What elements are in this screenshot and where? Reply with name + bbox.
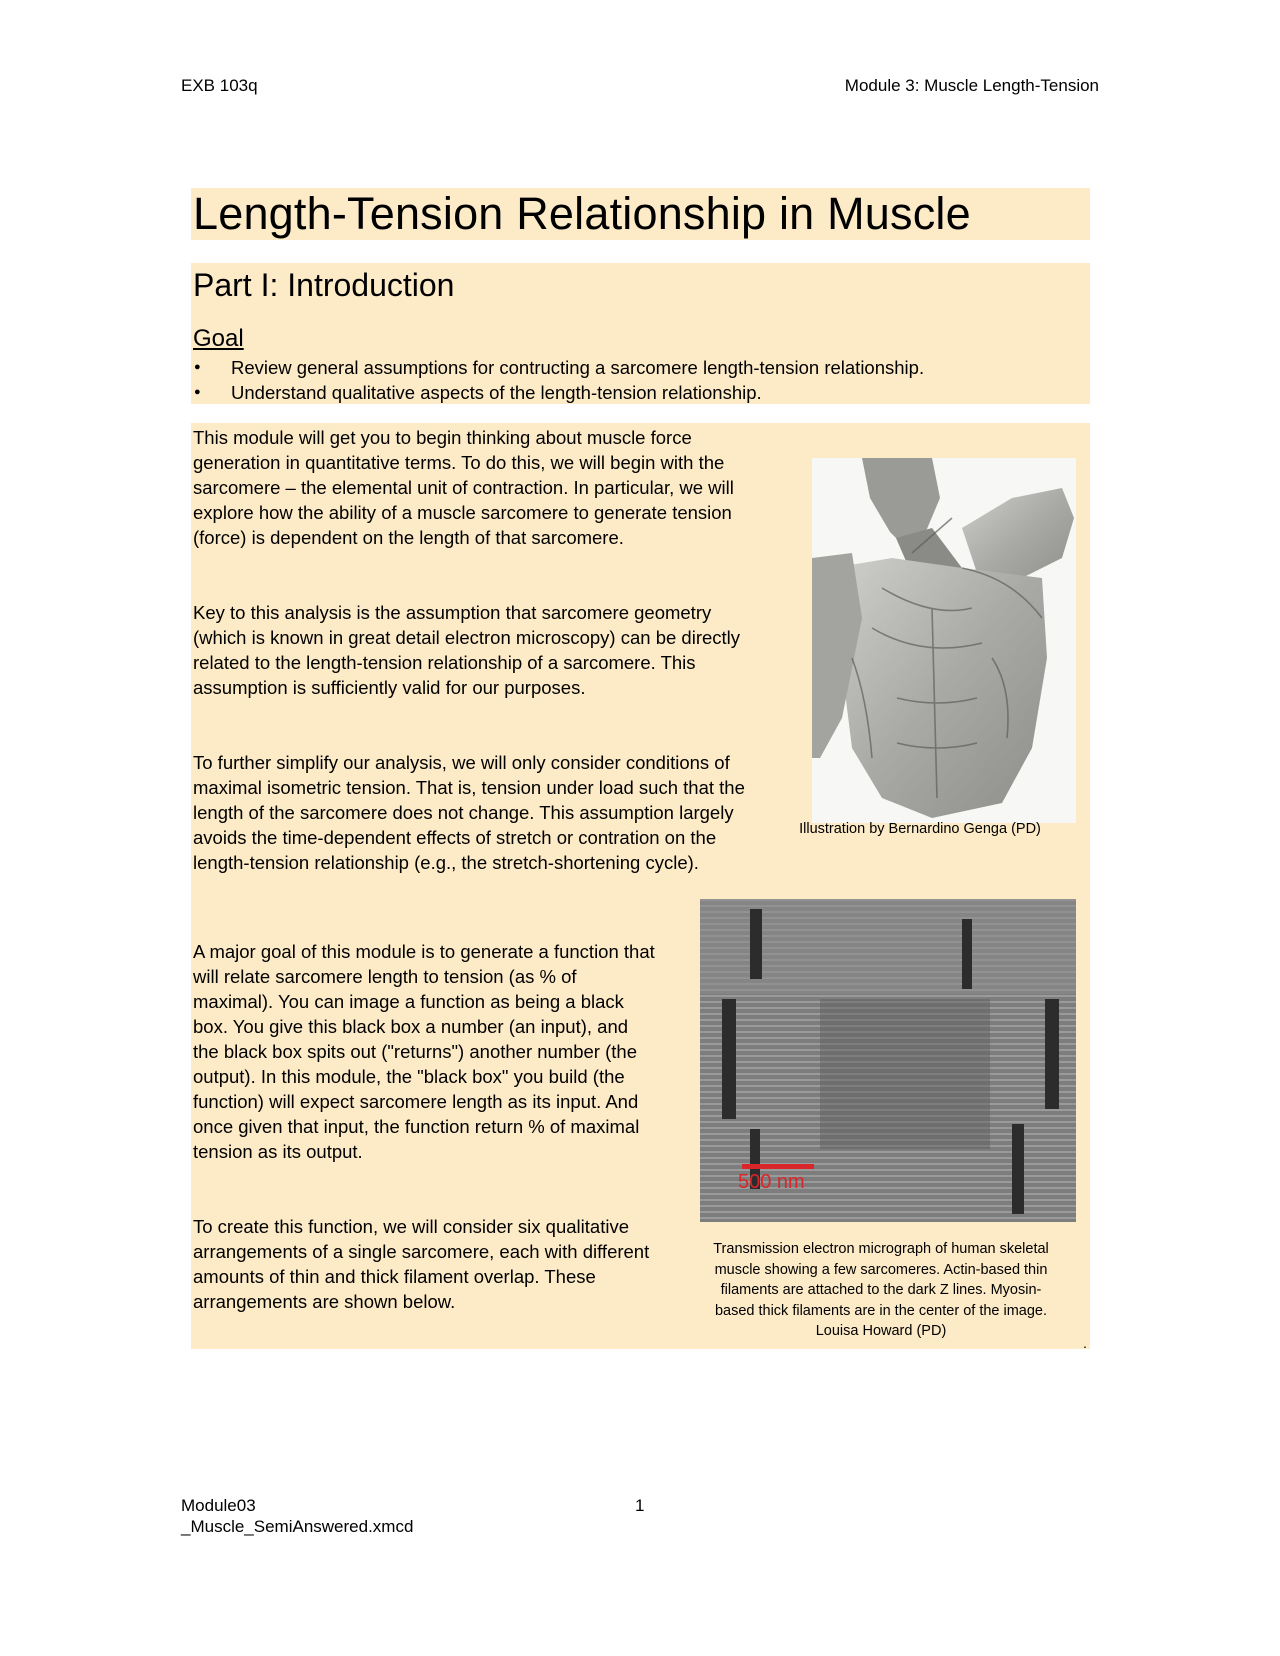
paragraph-2: Key to this analysis is the assumption that sarcomere geometry (which is known in great detail electron microscopy) can be directly related to the length-tension relationship of a sarcomere. This assumption is sufficiently valid for our purposes. (193, 602, 741, 698)
anatomy-illustration-icon (812, 458, 1076, 823)
page-title: Length-Tension Relationship in Muscle (193, 188, 971, 239)
anatomy-illustration (812, 458, 1076, 823)
trailing-mark: . (1083, 1335, 1087, 1351)
goal-list (193, 355, 924, 405)
anatomy-caption: Illustration by Bernardino Genga (PD) (799, 821, 1041, 837)
micrograph-caption: Transmission electron micrograph of human skeletal muscle showing a few sarcomeres. Actin-based thin filaments are attached to the dark Z lines. Myosin-based thick filaments are in the center of the image. Louisa Howard (PD) (713, 1241, 1049, 1339)
page-number: 1 (635, 1496, 645, 1515)
footer-filename: Module03 _Muscle_SemiAnswered.xmcd (181, 1496, 414, 1536)
paragraph-1: This module will get you to begin thinking about muscle force generation in quantitative terms. To do this, we will begin with the sarcomere – the elemental unit of contraction. In particular, we will explore how the ability of a muscle sarcomere to generate tension (force) is dependent on the length of that sarcomere. (193, 427, 734, 548)
part-heading: Part I: Introduction (193, 267, 455, 303)
paragraph-4: A major goal of this module is to generate a function that will relate sarcomere length to tension (as % of maximal). You can image a function as being a black box. You give this black box a number (an input), and the black box spits out ("returns") another number (the output). In this module, the "black box" you build (the function) will expect sarcomere length as its input. And once given that input, the function return % of maximal tension as its output. (193, 941, 655, 1162)
header-module: Module 3: Muscle Length-Tension (844, 76, 1099, 95)
paragraph-3: To further simplify our analysis, we will only consider conditions of maximal isometric tension. That is, tension under load such that the length of the sarcomere does not change. This assumption largely avoids the time-dependent effects of stretch or contration on the length-tension relationship (e.g., the stretch-shortening cycle). (193, 752, 745, 873)
header-course: EXB 103q (181, 76, 258, 95)
paragraph-5: To create this function, we will consider six qualitative arrangements of a single sarcomere, each with different amounts of thin and thick filament overlap. These arrangements are shown below. (193, 1216, 650, 1312)
scale-bar-label: 500 nm (738, 1171, 805, 1193)
body-band (191, 423, 1090, 1349)
title-band (191, 188, 1090, 240)
goal-item: ● Review general assumptions for contructing a sarcomere length-tension relationship. (193, 355, 924, 380)
goal-item: ● Understand qualitative aspects of the length-tension relationship. (193, 380, 924, 405)
electron-micrograph (700, 899, 1076, 1222)
intro-band (191, 263, 1090, 404)
goal-heading: Goal (193, 325, 244, 352)
